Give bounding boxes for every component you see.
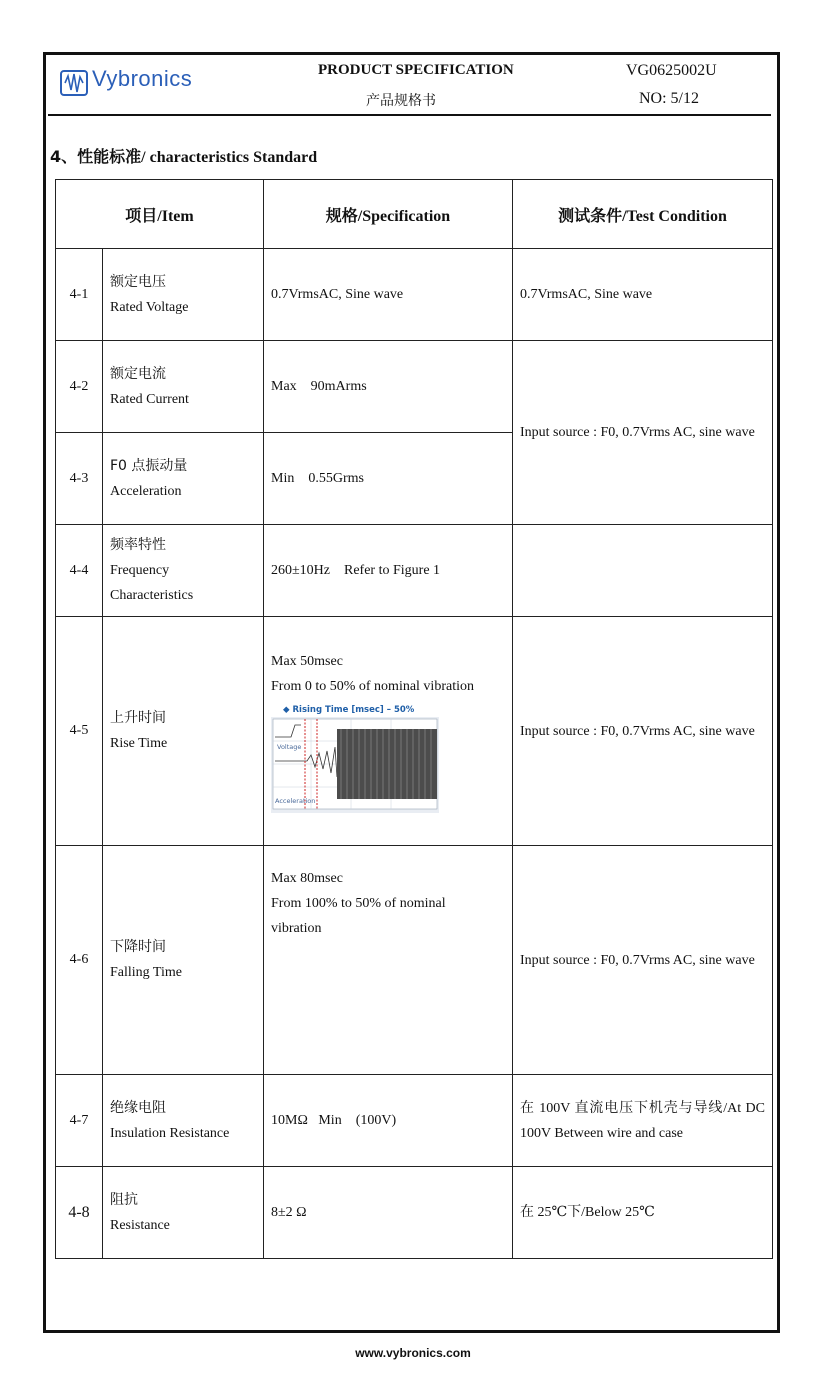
footer-url: www.vybronics.com	[355, 1346, 471, 1360]
table-row	[56, 341, 773, 433]
condition-cell	[513, 525, 773, 617]
condition-cell: 0.7VrmsAC, Sine wave	[513, 249, 773, 341]
table-row	[56, 1167, 773, 1259]
section-title-cn: 性能标准	[77, 147, 142, 166]
spec-cell: 0.7VrmsAC, Sine wave	[264, 249, 513, 341]
condition-cell: Input source : F0, 0.7Vrms AC, sine wave	[513, 617, 773, 846]
row-number: 4-6	[56, 846, 103, 1075]
spec-cell: Min 0.55Grms	[264, 433, 513, 525]
header-title: PRODUCT SPECIFICATION	[318, 62, 514, 78]
document-number: VG0625002U	[626, 62, 717, 79]
section-number: 4、	[50, 147, 78, 166]
table-row	[56, 846, 773, 1075]
row-number: 4-4	[56, 525, 103, 617]
table-row	[56, 249, 773, 341]
item-cell: F0 点振动量 Acceleration	[103, 433, 264, 525]
spec-cell: 8±2 Ω	[264, 1167, 513, 1259]
item-cell: 下降时间 Falling Time	[103, 846, 264, 1075]
header-subtitle: 产品规格书	[366, 93, 436, 109]
row-number: 4-5	[56, 617, 103, 846]
page-number: NO: 5/12	[639, 90, 699, 107]
condition-cell: 在 100V 直流电压下机壳与导线/At DC 100V Between wire and case	[513, 1075, 773, 1167]
graph-title: ◆ Rising Time [msec] – 50%	[283, 705, 415, 715]
item-cell: 上升时间 Rise Time	[103, 617, 264, 846]
row-number: 4-8	[56, 1167, 103, 1259]
row-number: 4-1	[56, 249, 103, 341]
header-item: 项目/Item	[56, 180, 264, 249]
table-header-row	[56, 180, 773, 249]
spec-cell: 260±10Hz Refer to Figure 1	[264, 525, 513, 617]
condition-cell: Input source : F0, 0.7Vrms AC, sine wave	[513, 846, 773, 1075]
spec-cell: Max 80msec From 100% to 50% of nominal vibration	[264, 846, 513, 1075]
item-cell: 频率特性 Frequency Characteristics	[103, 525, 264, 617]
row-number: 4-3	[56, 433, 103, 525]
table-row	[56, 525, 773, 617]
row-number: 4-7	[56, 1075, 103, 1167]
header-condition: 测试条件/Test Condition	[513, 180, 773, 249]
header-spec: 规格/Specification	[264, 180, 513, 249]
item-cell: 绝缘电阻 Insulation Resistance	[103, 1075, 264, 1167]
item-cell: 额定电压 Rated Voltage	[103, 249, 264, 341]
graph-label-voltage: Voltage	[277, 743, 302, 751]
condition-cell: 在 25℃下/Below 25℃	[513, 1167, 773, 1259]
spec-table	[55, 179, 773, 1259]
spec-cell: Max 50msec From 0 to 50% of nominal vibration ◆ Rising Time [msec] – 50% Voltage Acceleration	[264, 617, 513, 846]
row-number: 4-2	[56, 341, 103, 433]
rise-time-graph	[271, 703, 439, 813]
condition-cell: Input source : F0, 0.7Vrms AC, sine wave	[513, 341, 773, 525]
section-title	[50, 144, 317, 167]
graph-label-acceleration: Acceleration	[275, 797, 316, 805]
section-title-en: / characteristics Standard	[141, 149, 318, 166]
table-row	[56, 617, 773, 846]
item-cell: 额定电流 Rated Current	[103, 341, 264, 433]
table-row	[56, 1075, 773, 1167]
logo-wordmark: Vybronics	[92, 66, 193, 91]
header-divider	[48, 114, 771, 116]
item-cell: 阻抗 Resistance	[103, 1167, 264, 1259]
spec-cell: 10MΩ Min (100V)	[264, 1075, 513, 1167]
spec-cell: Max 90mArms	[264, 341, 513, 433]
